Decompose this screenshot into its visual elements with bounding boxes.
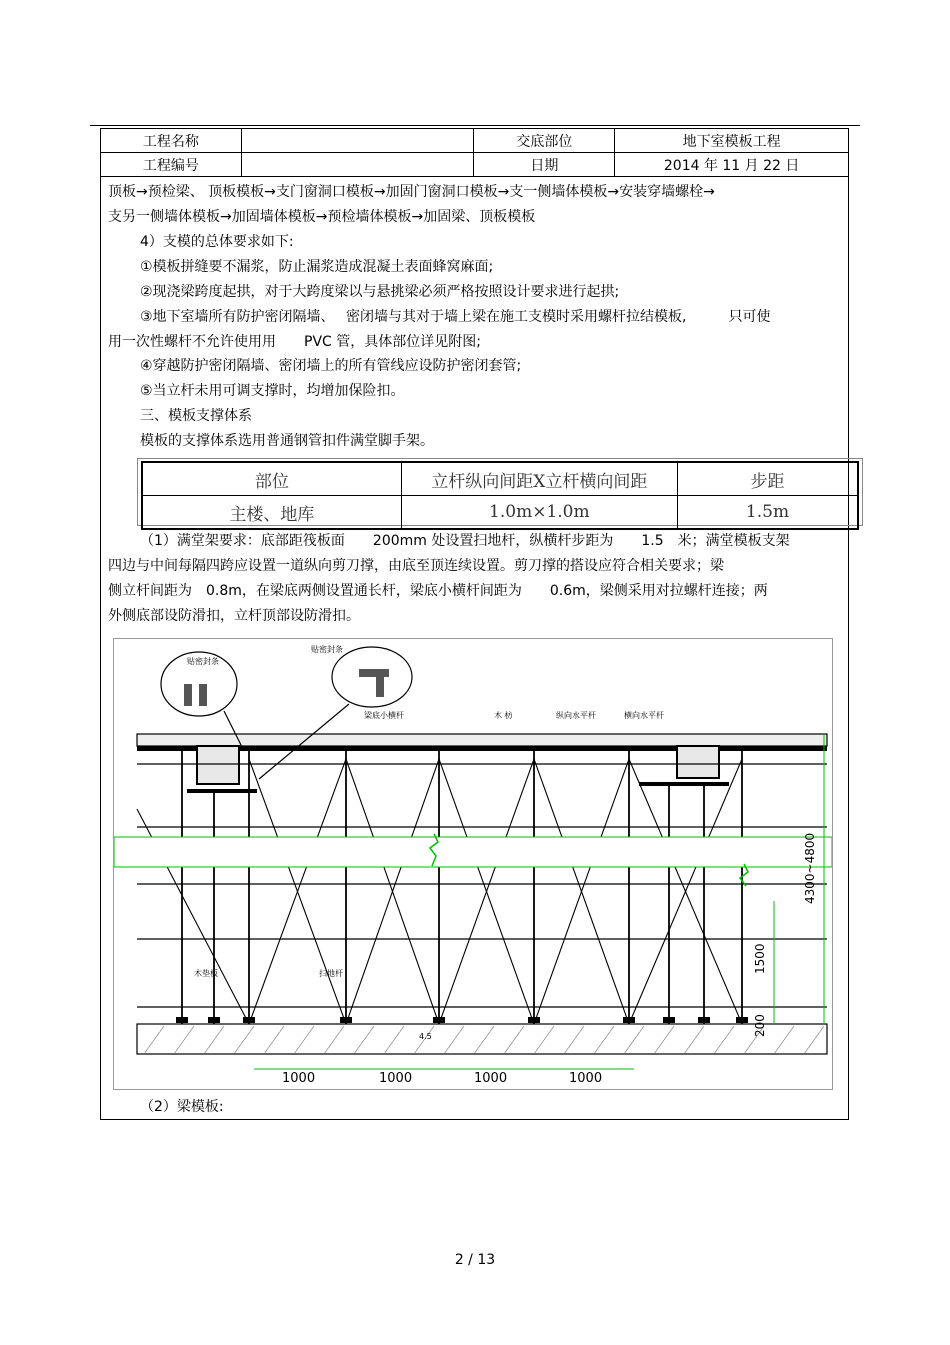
- project-name-value: [241, 129, 474, 153]
- wood-pad-label: 木垫板: [194, 969, 218, 978]
- ground-slab: [137, 1024, 827, 1054]
- requirement-3b: 用一次性螺杆不允许使用用 PVC 管，具体部位详见附图;: [108, 334, 481, 350]
- spec-table: [141, 461, 859, 530]
- project-number-label: 工程编号: [101, 153, 242, 177]
- horizontal-bars: [137, 764, 827, 1007]
- vertical-poles: [182, 751, 742, 1024]
- top-rule: [90, 125, 860, 126]
- date-value: 2014 年 11 月 22 日: [615, 153, 849, 177]
- transverse-bar-label: 横向水平杆: [624, 711, 664, 720]
- slab-mark-label: 4.5: [419, 1032, 432, 1041]
- spec-header-row: [142, 462, 858, 496]
- page-number: 2 / 13: [454, 1252, 496, 1268]
- process-line-1: 顶板→预检梁、 顶板模板→支门窗洞口模板→加固门窗洞口模板→支一侧墙体模板→安装穿墙螺栓→: [108, 184, 715, 200]
- requirement-3a: ③地下室墙所有防护密闭隔墙、 密闭墙与其对于墙上梁在施工支模时采用螺杆拉结模板, 只可使: [140, 309, 771, 325]
- scaffold-drawing: [113, 638, 833, 1090]
- timber-label: 木 枋: [494, 711, 513, 720]
- span-label: 1000: [282, 1071, 316, 1086]
- span-label: 1000: [474, 1071, 508, 1086]
- beam-right: [639, 746, 729, 786]
- section-3-title: 三、模板支撑体系: [140, 408, 252, 424]
- scaffold-drawing-svg: [114, 639, 832, 1089]
- spec-spacing: 1.0m×1.0m: [401, 496, 677, 530]
- handover-part-label: 交底部位: [474, 129, 615, 153]
- span-label: 1000: [569, 1071, 603, 1086]
- break-band: [114, 834, 832, 886]
- seal-strip-left-label: 贴密封条: [187, 657, 219, 666]
- beam-bottom-bar-label: 梁底小横杆: [364, 711, 404, 720]
- step-height-label: 1500: [753, 943, 767, 974]
- para-1b: 四边与中间每隔四跨应设置一道纵向剪刀撑，由底至顶连续设置。剪刀撑的搭设应符合相关要求；梁: [108, 558, 724, 574]
- para-2: （2）梁模板:: [140, 1099, 224, 1115]
- total-height-label: 4300~4800: [803, 832, 817, 904]
- spec-header-spacing: 立杆纵向间距X立杆横向间距: [401, 462, 677, 496]
- header-row: [101, 153, 849, 177]
- section-3-desc: 模板的支撑体系选用普通钢管扣件满堂脚手架。: [140, 433, 434, 449]
- date-label: 日期: [474, 153, 615, 177]
- para-1a: （1）满堂架要求：底部距筏板面 200mm 处设置扫地杆，纵横杆步距为 1.5 米；满堂模板支架: [140, 533, 790, 549]
- requirements-title: 4）支模的总体要求如下:: [140, 234, 294, 250]
- span-label: 1000: [379, 1071, 413, 1086]
- spec-part: 主楼、地库: [142, 496, 401, 530]
- sweep-bar-label: 扫地杆: [319, 969, 343, 978]
- para-1d: 外侧底部设防滑扣，立杆顶部设防滑扣。: [108, 608, 360, 624]
- seal-strip-right-label: 贴密封条: [311, 645, 343, 654]
- bottom-height-label: 200: [753, 1014, 767, 1037]
- header-table: [100, 128, 849, 177]
- requirement-4: ④穿越防护密闭隔墙、密闭墙上的所有管线应设防护密闭套管;: [140, 358, 522, 374]
- requirement-5: ⑤当立杆未用可调支撑时，均增加保险扣。: [140, 383, 405, 399]
- process-line-2: 支另一侧墙体模板→加固墙体模板→预检墙体模板→加固梁、顶板模板: [108, 209, 536, 225]
- spec-header-part: 部位: [142, 462, 401, 496]
- spec-header-step: 步距: [678, 462, 859, 496]
- top-slab: [137, 734, 827, 751]
- spec-step: 1.5m: [678, 496, 859, 530]
- requirement-2: ②现浇梁跨度起拱，对于大跨度梁以与悬挑梁必须严格按照设计要求进行起拱;: [140, 284, 620, 300]
- base-pads: [176, 1017, 748, 1023]
- para-1c: 侧立杆间距为 0.8m，在梁底两侧设置通长杆，梁底小横杆间距为 0.6m，梁侧采用对拉螺杆连接；两: [108, 583, 768, 599]
- project-name-label: 工程名称: [101, 129, 242, 153]
- spec-data-row: [142, 496, 858, 530]
- requirement-1: ①模板拼缝要不漏浆，防止漏浆造成混凝土表面蜂窝麻面;: [140, 259, 494, 275]
- handover-part-value: 地下室模板工程: [615, 129, 849, 153]
- longitudinal-bar-label: 纵向水平杆: [556, 711, 596, 720]
- header-row: [101, 129, 849, 153]
- project-number-value: [241, 153, 474, 177]
- beam-left: [187, 746, 257, 793]
